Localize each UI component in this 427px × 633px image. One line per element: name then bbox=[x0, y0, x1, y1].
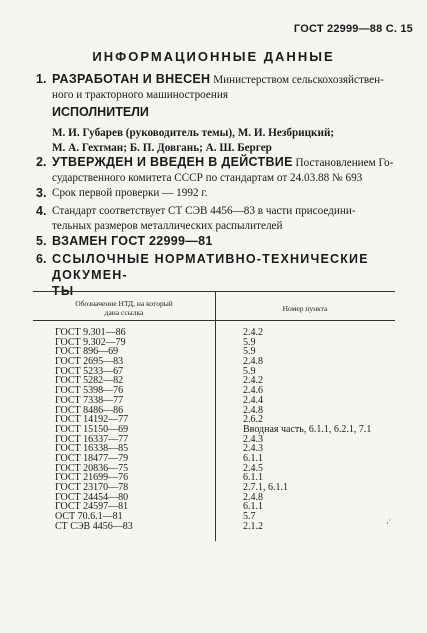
table-cell-doc: ГОСТ 2695—83 bbox=[55, 356, 124, 368]
item-4 bbox=[36, 204, 406, 234]
page-header: ГОСТ 22999—88 С. 15 bbox=[293, 23, 413, 35]
table-cell-doc: ГОСТ 21699—76 bbox=[55, 472, 129, 484]
table-header-rule bbox=[33, 320, 395, 321]
table-cell-doc: ГОСТ 24454—80 bbox=[55, 491, 129, 503]
item-number: 6. bbox=[36, 252, 47, 266]
table-cell-doc: ГОСТ 5233—67 bbox=[55, 365, 124, 377]
table-cell-ref: 2.4.8 bbox=[243, 491, 263, 503]
item-heading: РАЗРАБОТАН И ВНЕСЕН bbox=[52, 72, 211, 86]
executors-line-1: М. И. Губарев (руководитель темы), М. И. Незбрицкий; bbox=[52, 127, 335, 139]
item-number: 3. bbox=[36, 186, 47, 200]
table-cell-ref: 2.6.2 bbox=[243, 414, 263, 426]
table-cell-ref: 6.1.1 bbox=[243, 452, 263, 464]
table-top-rule bbox=[33, 291, 395, 292]
table-cell-doc: ГОСТ 9.302—79 bbox=[55, 336, 126, 348]
table-cell-ref: 2.4.6 bbox=[243, 385, 263, 397]
item-number: 1. bbox=[36, 72, 47, 86]
item-number: 2. bbox=[36, 155, 47, 169]
table-col-docs bbox=[55, 328, 205, 531]
table-cell-ref: 6.1.1 bbox=[243, 472, 263, 484]
col1-header-line2: дана ссылка bbox=[104, 308, 144, 317]
item-text: Срок первой проверки — 1992 г. bbox=[52, 187, 208, 199]
table-cell-doc: ГОСТ 24597—81 bbox=[55, 501, 129, 513]
table-cell-ref: 6.1.1 bbox=[243, 501, 263, 513]
table-cell-ref: 2.4.8 bbox=[243, 404, 263, 416]
col2-header: Номер пункта bbox=[282, 304, 328, 313]
item-number: 5. bbox=[36, 234, 47, 248]
item-text-cont: ного и тракторного машиностроения bbox=[52, 89, 228, 101]
executors-heading: ИСПОЛНИТЕЛИ bbox=[52, 105, 149, 119]
item-text-cont: тельных размеров металлических распылителей bbox=[52, 220, 283, 232]
table-cell-ref: 2.4.2 bbox=[243, 327, 263, 338]
table-cell-doc: СТ СЭВ 4456—83 bbox=[55, 520, 133, 532]
table-cell-ref: 5.9 bbox=[243, 346, 256, 358]
table-cell-ref: 5.9 bbox=[243, 365, 256, 377]
item-1 bbox=[36, 72, 406, 103]
table-cell-ref: 2.4.3 bbox=[243, 443, 263, 455]
item-text: Стандарт соответствует СТ СЭВ 4456—83 в части присоедини- bbox=[52, 205, 356, 217]
table-cell-ref: 5.9 bbox=[243, 336, 256, 348]
item-2 bbox=[36, 155, 406, 186]
table-col-refs bbox=[243, 328, 393, 531]
item-heading-cont: ТЫ bbox=[52, 284, 75, 298]
table-cell-doc: ГОСТ 9.301—86 bbox=[55, 327, 126, 338]
table-cell-ref: 2.4.5 bbox=[243, 462, 263, 474]
table-cell-ref: 2.4.8 bbox=[243, 356, 263, 368]
scan-mark: ,· bbox=[386, 516, 391, 525]
item-heading: ССЫЛОЧНЫЕ НОРМАТИВНО-ТЕХНИЧЕСКИЕ ДОКУМЕН- bbox=[52, 252, 369, 282]
col1-header-line1: Обозначение НТД, на который bbox=[75, 299, 173, 308]
item-text: Министерством сельскохозяйствен- bbox=[210, 74, 384, 86]
table-cell-ref: 2.4.3 bbox=[243, 433, 263, 445]
table-cell-doc: ГОСТ 15150—69 bbox=[55, 423, 129, 435]
page-title: ИНФОРМАЦИОННЫЕ ДАННЫЕ bbox=[92, 49, 335, 64]
item-text: Постановлением Го- bbox=[292, 157, 394, 169]
executors-line-2: М. А. Гехтман; Б. П. Довгань; А. Ш. Бергер bbox=[52, 142, 272, 154]
item-5 bbox=[36, 234, 406, 250]
table-cell-doc: ОСТ 70.6.1—81 bbox=[55, 511, 123, 523]
col1-header bbox=[33, 299, 215, 317]
table-cell-ref: 2.7.1, 6.1.1 bbox=[243, 482, 288, 493]
table-cell-doc: ГОСТ 14192—77 bbox=[55, 414, 129, 426]
table-cell-doc: ГОСТ 16337—77 bbox=[55, 433, 129, 445]
table-cell-doc: ГОСТ 18477—79 bbox=[55, 452, 129, 464]
item-number: 4. bbox=[36, 204, 47, 218]
table-cell-doc: ГОСТ 20836—75 bbox=[55, 462, 129, 474]
item-heading: ВЗАМЕН ГОСТ 22999—81 bbox=[52, 234, 213, 248]
item-heading: УТВЕРЖДЕН И ВВЕДЕН В ДЕЙСТВИЕ bbox=[52, 155, 293, 169]
table-cell-doc: ГОСТ 7338—77 bbox=[55, 394, 124, 406]
references-table bbox=[33, 291, 395, 541]
table-column-divider bbox=[215, 291, 216, 541]
table-cell-doc: ГОСТ 5398—76 bbox=[55, 385, 124, 397]
table-cell-ref: 2.1.2 bbox=[243, 520, 263, 532]
item-3 bbox=[36, 186, 406, 201]
table-cell-ref: 2.4.4 bbox=[243, 394, 263, 406]
table-cell-doc: ГОСТ 16338—85 bbox=[55, 443, 129, 455]
table-cell-doc: ГОСТ 23170—78 bbox=[55, 482, 129, 493]
item-text-cont: сударственного комитета СССР по стандартам от 24.03.88 № 693 bbox=[52, 172, 363, 184]
table-cell-ref: 5.7 bbox=[243, 511, 256, 523]
table-cell-doc: ГОСТ 5282—82 bbox=[55, 375, 124, 387]
table-cell-doc: ГОСТ 8486—86 bbox=[55, 404, 124, 416]
table-cell-doc: ГОСТ 896—69 bbox=[55, 346, 119, 358]
table-cell-ref: 2.4.2 bbox=[243, 375, 263, 387]
table-cell-ref: Вводная часть, 6.1.1, 6.2.1, 7.1 bbox=[243, 423, 372, 435]
